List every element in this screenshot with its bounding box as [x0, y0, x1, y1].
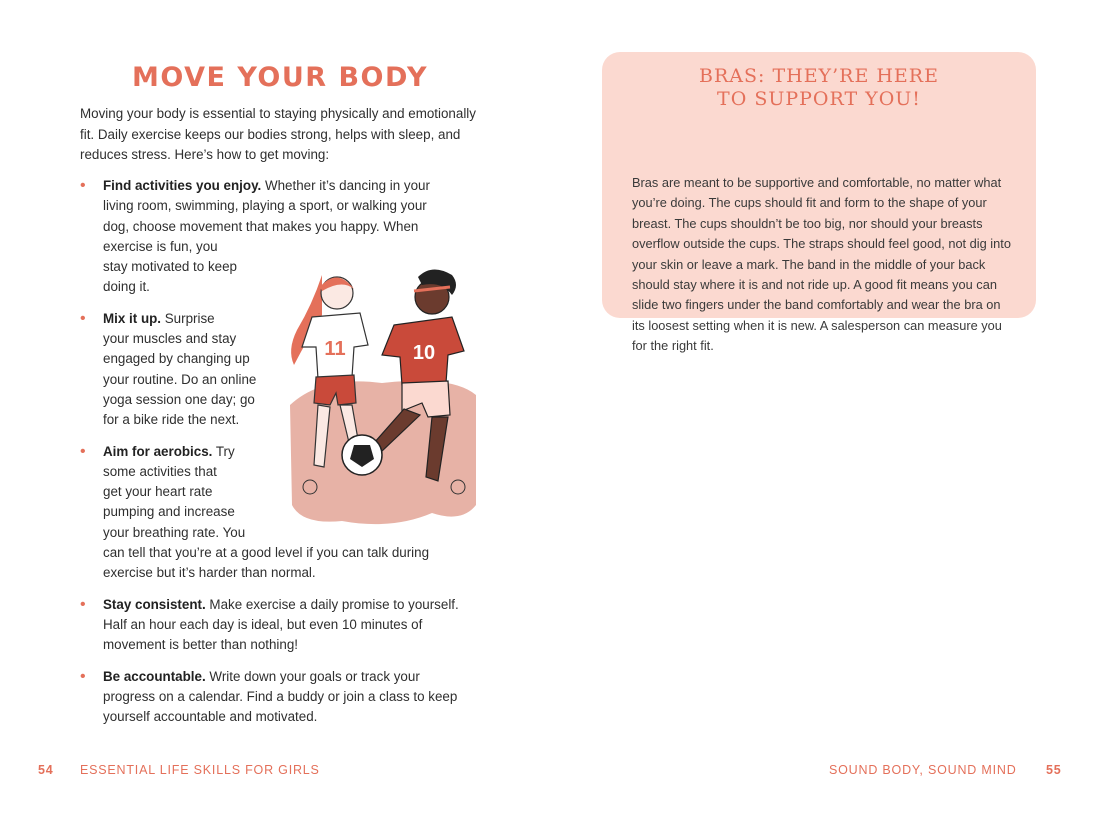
bullet-title: Aim for aerobics. — [103, 443, 213, 459]
bullet-icon: • — [80, 667, 86, 685]
running-footer-right: SOUND BODY, SOUND MIND — [829, 763, 1017, 777]
page-number-right: 55 — [1046, 763, 1062, 777]
list-item — [80, 667, 480, 728]
page-number-left: 54 — [38, 763, 54, 777]
sidebar-title: BRAS: THEY’RE HERE TO SUPPORT YOU! — [699, 65, 939, 110]
bras-sidebar — [602, 52, 1036, 354]
soccer-illustration — [282, 255, 480, 530]
running-footer-left: ESSENTIAL LIFE SKILLS FOR GIRLS — [80, 763, 320, 777]
bullet-icon: • — [80, 177, 86, 194]
bullet-title: Find activities you enjoy. — [103, 178, 262, 193]
intro-paragraph: Moving your body is essential to staying physically and emotionally fit. Daily exercise keeps our bodies strong, helps with sleep, and reduces stress. Here’s how to get moving: — [80, 106, 476, 162]
bullet-icon: • — [80, 309, 86, 327]
list-item — [80, 595, 480, 656]
bullet-icon: • — [80, 442, 86, 460]
jersey-number-left: 11 — [324, 338, 346, 360]
bullet-text: Surprise your muscles and stay engaged by changing up your routine. Do an online yoga session one day; go for a bike ride the next. — [103, 310, 257, 428]
bullet-text: Make exercise a daily promise to yourself. Half an hour each day is ideal, but even 10 minutes of movement is better than nothing! — [103, 596, 459, 653]
sidebar-text: Bras are meant to be supportive and comfortable, no matter what you’re doing. The cups should fit and form to the shape of your breast. The cups shouldn’t be too big, nor should your breasts overflow outside the cups. The straps should feel good, not dig into your skin or leave a mark. The band in the middle of your back should stay where it is and not ride up. A good fit means you can slide two fingers under the band comfortably and wear the bra on its loosest setting when it is new. A salesperson can measure you for the right fit. — [632, 175, 1011, 354]
bullet-title: Stay consistent. — [103, 596, 206, 612]
page-heading: MOVE YOUR BODY — [131, 62, 429, 93]
bullet-title: Be accountable. — [103, 668, 206, 684]
bullet-text: Write down your goals or track your progress on a calendar. Find a buddy or join a class to keep yourself accountable and motivated. — [103, 668, 458, 725]
bullet-text: Try some activities that get your heart rate pumping and increase your breathing rate. You can tell that you’re at a good level if you can talk during exercise but it’s harder than normal. — [103, 443, 430, 581]
bullet-text: Whether it’s dancing in your living room, swimming, playing a sport, or walking your dog, choose movement that makes you happy. When exercise is fun, you stay motivated to keep doing it. — [103, 178, 430, 295]
bullet-title: Mix it up. — [103, 310, 162, 326]
jersey-number-right: 10 — [412, 342, 436, 364]
right-page — [550, 0, 1100, 825]
bullet-icon: • — [80, 595, 86, 613]
